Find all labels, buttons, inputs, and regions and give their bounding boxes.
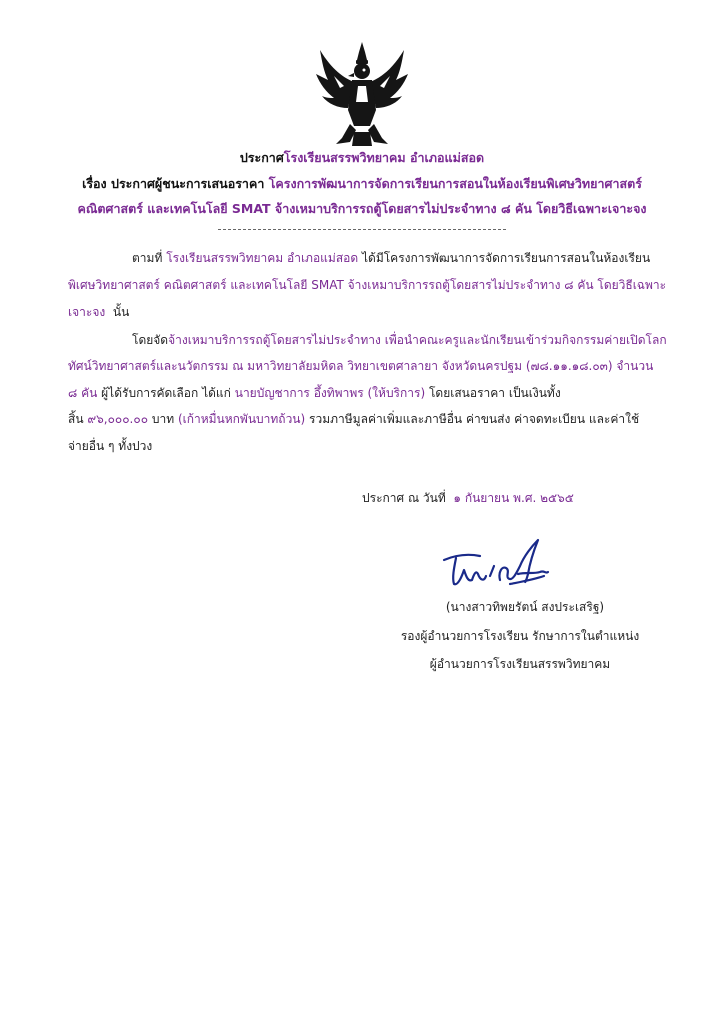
p2-tax-note: รวมภาษีมูลค่าเพิ่มและภาษีอื่น ค่าขนส่ง ค่าจดทะเบียน และค่าใช้ — [309, 412, 640, 426]
p2-quantity: ๘ คัน — [68, 386, 98, 400]
header-subject-prefix: เรื่อง ประกาศผู้ชนะการเสนอราคา — [82, 176, 265, 191]
paragraph1-line1 — [132, 249, 650, 267]
date-value: ๑ กันยายน พ.ศ. ๒๕๖๕ — [453, 491, 574, 505]
p2-service: จ้างเหมาบริการรถตู้โดยสารไม่ประจำทาง เพื่อนำคณะครูและนักเรียนเข้าร่วมกิจกรรมค่ายเปิดโลก — [168, 333, 667, 347]
header-school-name: โรงเรียนสรรพวิทยาคม อำเภอแม่สอด — [283, 150, 485, 165]
paragraph2-line5: จ่ายอื่น ๆ ทั้งปวง — [68, 439, 153, 453]
signer-position-line2: ผู้อำนวยการโรงเรียนสรรพวิทยาคม — [429, 657, 611, 671]
p2-amount: ๙๖,๐๐๐.๐๐ — [87, 412, 149, 426]
header-title — [40, 148, 684, 168]
paragraph1-line2: พิเศษวิทยาศาสตร์ คณิตศาสตร์ และเทคโนโลยี SMAT จ้างเหมาบริการรถตู้โดยสารไม่ประจำทาง ๘ คัน โดยวิธีเฉพาะ — [68, 278, 667, 292]
p1-rest: ได้มีโครงการพัฒนาการจัดการเรียนการสอนในห้องเรียน — [361, 251, 651, 265]
header-divider — [218, 229, 506, 230]
p1-suffix: เจาะจง — [68, 305, 106, 319]
paragraph2-line3 — [68, 384, 561, 402]
paragraph2-line4 — [68, 410, 639, 428]
p2-lead: โดยจัด — [132, 333, 169, 347]
date-prefix: ประกาศ ณ วันที่ — [362, 491, 446, 505]
header-title-prefix: ประกาศ — [239, 150, 284, 165]
paragraph2-line2: ทัศน์วิทยาศาสตร์และนวัตกรรม ณ มหาวิทยาลัยมหิดล วิทยาเขตศาลายา จังหวัดนครปฐม (๗๘.๑๑.๑๘.๐๓) จำนวน — [68, 359, 654, 373]
p2-selected-label: ผู้ได้รับการคัดเลือก ได้แก่ — [101, 386, 231, 400]
p2-currency: บาท — [151, 412, 175, 426]
paragraph1-line3 — [68, 303, 129, 321]
header-subject — [40, 174, 684, 194]
p2-total-label: สิ้น — [68, 412, 84, 426]
garuda-emblem — [314, 40, 410, 148]
p2-contractor: นายบัญชาการ อึ้งทิพาพร (ให้บริการ) — [234, 386, 426, 400]
p2-amount-words: (เก้าหมื่นหกพันบาทถ้วน) — [177, 412, 306, 426]
announcement-date — [362, 489, 574, 507]
p2-offer-label: โดยเสนอราคา เป็นเงินทั้ง — [428, 386, 561, 400]
header-project-name: โครงการพัฒนาการจัดการเรียนการสอนในห้องเรียนพิเศษวิทยาศาสตร์ — [268, 176, 642, 191]
signer-name: (นางสาวทิพยรัตน์ สงประเสริฐ) — [445, 600, 605, 614]
signer-position: รองผู้อำนวยการโรงเรียน รักษาการในตำแหน่ง — [400, 629, 640, 643]
handwritten-signature — [440, 536, 555, 596]
p1-end: นั้น — [112, 305, 130, 319]
p1-lead: ตามที่ — [132, 251, 163, 265]
p1-school: โรงเรียนสรรพวิทยาคม อำเภอแม่สอด — [166, 251, 359, 265]
paragraph2-line1 — [132, 331, 667, 349]
header-project-detail: คณิตศาสตร์ และเทคโนโลยี SMAT จ้างเหมาบริการรถตู้โดยสารไม่ประจำทาง ๘ คัน โดยวิธีเฉพาะเจาะจง — [77, 201, 647, 216]
